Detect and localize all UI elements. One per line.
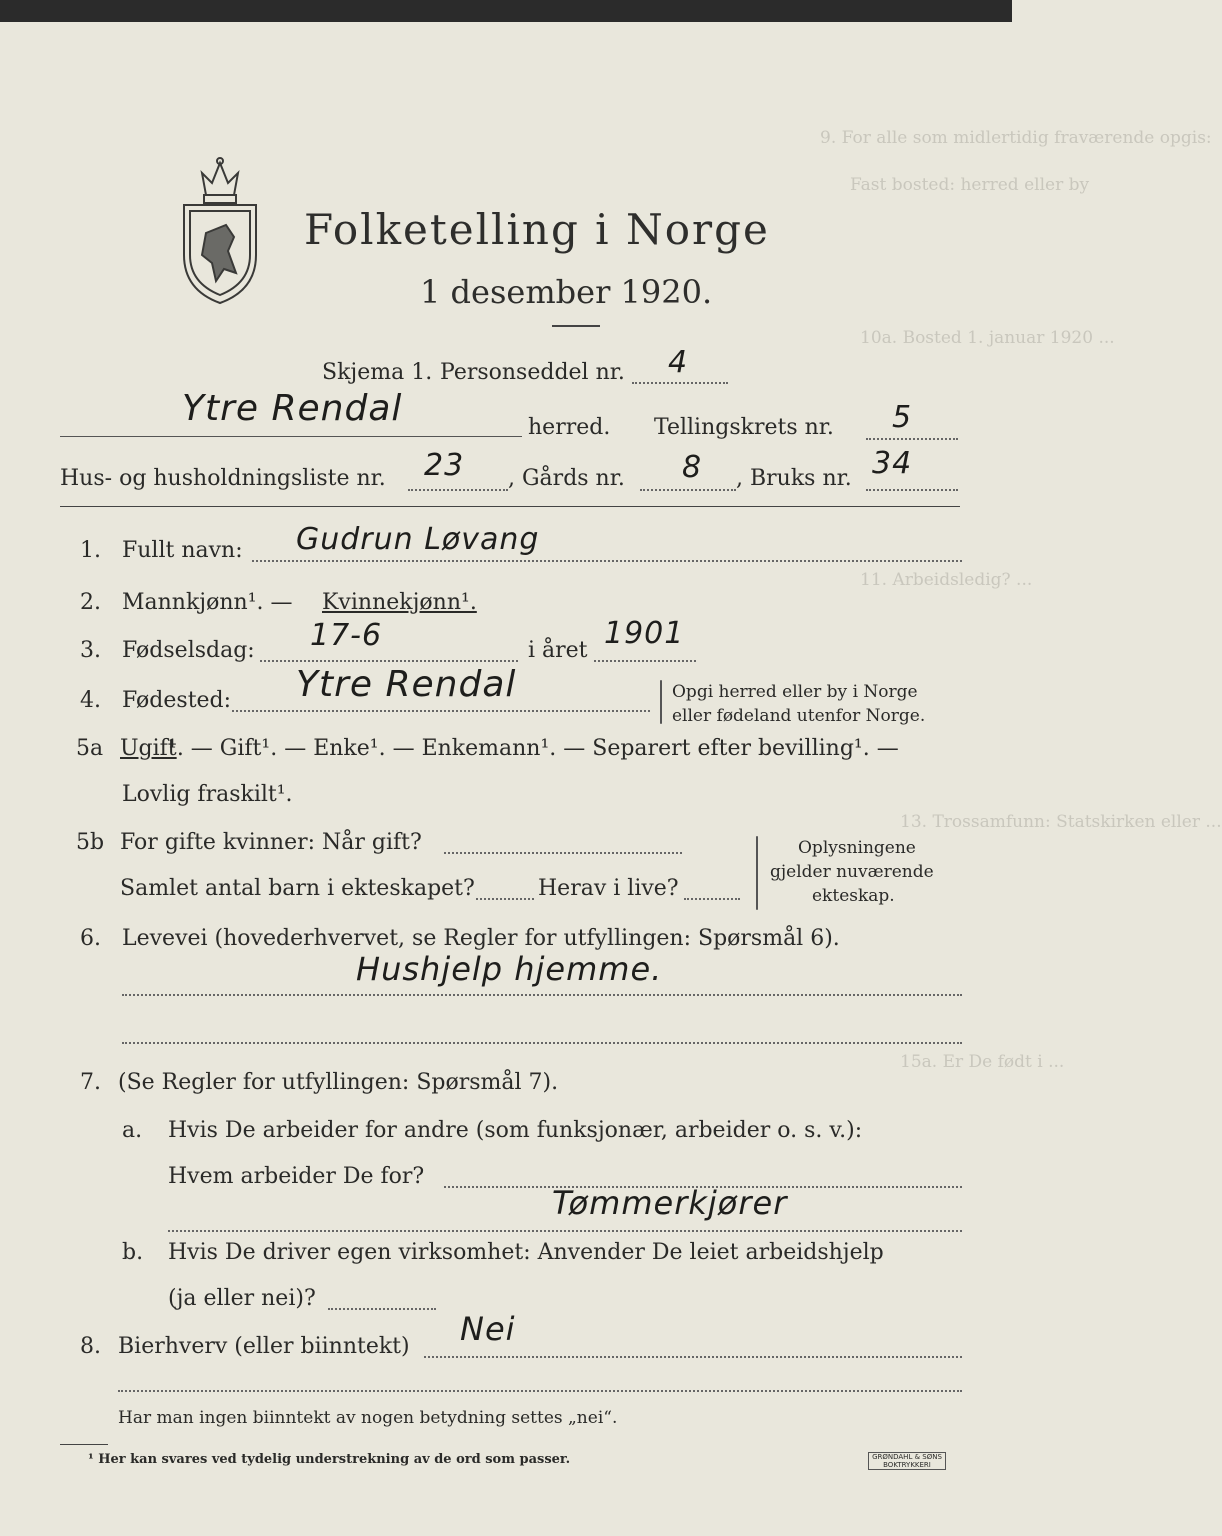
tellingskrets-value[interactable]: 5	[892, 400, 913, 435]
alive-label: Herav i live?	[538, 876, 679, 901]
bleed-text: 10a. Bosted 1. januar 1920 ...	[860, 328, 1115, 348]
employer-value[interactable]: Tømmerkjører	[552, 1184, 788, 1222]
q7-label: (Se Regler for utfyllingen: Spørsmål 7).	[118, 1070, 559, 1095]
footnote-divider	[60, 1444, 108, 1445]
q7a-question: Hvem arbeider De for?	[168, 1164, 425, 1189]
q4-label: Fødested:	[122, 688, 232, 713]
bleed-text: 13. Trossamfunn: Statskirken eller ...	[900, 812, 1222, 832]
bleed-text: Fast bosted: herred eller by	[850, 175, 1090, 195]
q5b-note-line1: Oplysningene	[798, 838, 916, 858]
gards-label: , Gårds nr.	[508, 466, 625, 491]
gards-field-line	[640, 489, 736, 491]
gards-value[interactable]: 8	[682, 450, 703, 485]
side-income-value[interactable]: Nei	[460, 1310, 516, 1348]
q4-note-line1: Opgi herred eller by i Norge	[672, 682, 918, 702]
male-option[interactable]: Mannkjønn¹. —	[122, 590, 293, 615]
marital-options[interactable]: ¹. — Gift¹. — Enke¹. — Enkemann¹. — Separert efter bevilling¹. —	[168, 736, 899, 761]
hus-label: Hus- og husholdningsliste nr.	[60, 466, 386, 491]
occupation-field-line	[122, 994, 962, 996]
full-name-value[interactable]: Gudrun Løvang	[296, 522, 540, 557]
ugift-option[interactable]: Ugift	[120, 736, 177, 761]
female-option[interactable]: Kvinnekjønn¹.	[322, 590, 477, 615]
census-date: 1 desember 1920.	[420, 273, 713, 311]
q8-number: 8.	[80, 1334, 101, 1359]
footnote: ¹ Her kan svares ved tydelig understrekning av de ord som passer.	[88, 1452, 571, 1467]
q1-number: 1.	[80, 538, 101, 563]
occupation-field-line-2	[122, 1042, 962, 1044]
birthday-field-line	[260, 660, 518, 662]
printer-stamp-text: GRØNDAHL & SØNS BOKTRYKKERI	[872, 1453, 942, 1469]
tellingskrets-label: Tellingskrets nr.	[654, 415, 834, 440]
q3-number: 3.	[80, 638, 101, 663]
q7a-text: Hvis De arbeider for andre (som funksjonær, arbeider o. s. v.):	[168, 1118, 863, 1143]
birth-year-value[interactable]: 1901	[604, 616, 685, 651]
brace	[756, 836, 758, 910]
children-field-line	[476, 898, 534, 900]
side-income-field-line-2	[118, 1390, 962, 1392]
scan-edge	[0, 0, 1012, 22]
q5b-married-label: For gifte kvinner: Når gift?	[120, 830, 422, 855]
employer-field-line-2	[168, 1230, 962, 1232]
q7-number: 7.	[80, 1070, 101, 1095]
birthplace-value[interactable]: Ytre Rendal	[296, 664, 517, 705]
skjema-label: Skjema 1.	[322, 360, 433, 385]
brace	[660, 680, 662, 724]
bruks-field-line	[866, 489, 958, 491]
year-label: i året	[528, 638, 588, 663]
hired-help-field-line	[328, 1308, 436, 1310]
personseddel-value[interactable]: 4	[668, 345, 689, 380]
bleed-text: 9. For alle som midlertidig fraværende opgis:	[820, 128, 1212, 148]
page-title: Folketelling i Norge	[304, 205, 770, 254]
tellingskrets-field-line	[866, 438, 958, 440]
bleed-text: 11. Arbeidsledig? ...	[860, 570, 1033, 590]
q6-label: Levevei (hovederhvervet, se Regler for utfyllingen: Spørsmål 6).	[122, 926, 840, 951]
alive-field-line	[684, 898, 740, 900]
occupation-value[interactable]: Hushjelp hjemme.	[356, 950, 663, 988]
bruks-value[interactable]: 34	[872, 446, 913, 481]
children-label: Samlet antal barn i ekteskapet?	[120, 876, 475, 901]
q5b-note-line2: gjelder nuværende	[770, 862, 934, 882]
q5b-number: 5b	[76, 830, 105, 855]
footer-note: Har man ingen biinntekt av nogen betydning settes „nei“.	[118, 1408, 618, 1428]
married-date-field-line	[444, 852, 682, 854]
personseddel-field-line	[632, 382, 728, 384]
section-divider	[60, 506, 960, 507]
q7b-letter: b.	[122, 1240, 144, 1265]
q6-number: 6.	[80, 926, 101, 951]
year-field-line	[594, 660, 696, 662]
fraskilt-option[interactable]: Lovlig fraskilt¹.	[122, 782, 293, 807]
q4-number: 4.	[80, 688, 101, 713]
herred-field-line	[60, 436, 522, 437]
side-income-field-line	[424, 1356, 962, 1358]
title-divider	[552, 325, 600, 327]
q1-field-line	[252, 560, 962, 562]
herred-value[interactable]: Ytre Rendal	[182, 388, 403, 429]
herred-label: herred.	[528, 415, 611, 440]
birthday-value[interactable]: 17-6	[310, 618, 383, 653]
q7b-question: (ja eller nei)?	[168, 1286, 316, 1311]
q5b-note-line3: ekteskap.	[812, 886, 895, 906]
hus-value[interactable]: 23	[424, 448, 465, 483]
personseddel-label: Personseddel nr.	[440, 360, 625, 385]
q7a-letter: a.	[122, 1118, 143, 1143]
q7b-text: Hvis De driver egen virksomhet: Anvender De leiet arbeidshjelp	[168, 1240, 884, 1265]
q3-label: Fødselsdag:	[122, 638, 255, 663]
q5a-number: 5a	[76, 736, 104, 761]
q4-note-line2: eller fødeland utenfor Norge.	[672, 706, 926, 726]
bruks-label: , Bruks nr.	[736, 466, 852, 491]
norwegian-coat-of-arms-icon	[176, 155, 264, 305]
q8-label: Bierhverv (eller biinntekt)	[118, 1334, 410, 1359]
hus-field-line	[408, 489, 508, 491]
q1-label: Fullt navn:	[122, 538, 243, 563]
bleed-text: 15a. Er De født i ...	[900, 1052, 1065, 1072]
q2-number: 2.	[80, 590, 101, 615]
birthplace-field-line	[232, 710, 650, 712]
printer-stamp	[868, 1452, 946, 1470]
